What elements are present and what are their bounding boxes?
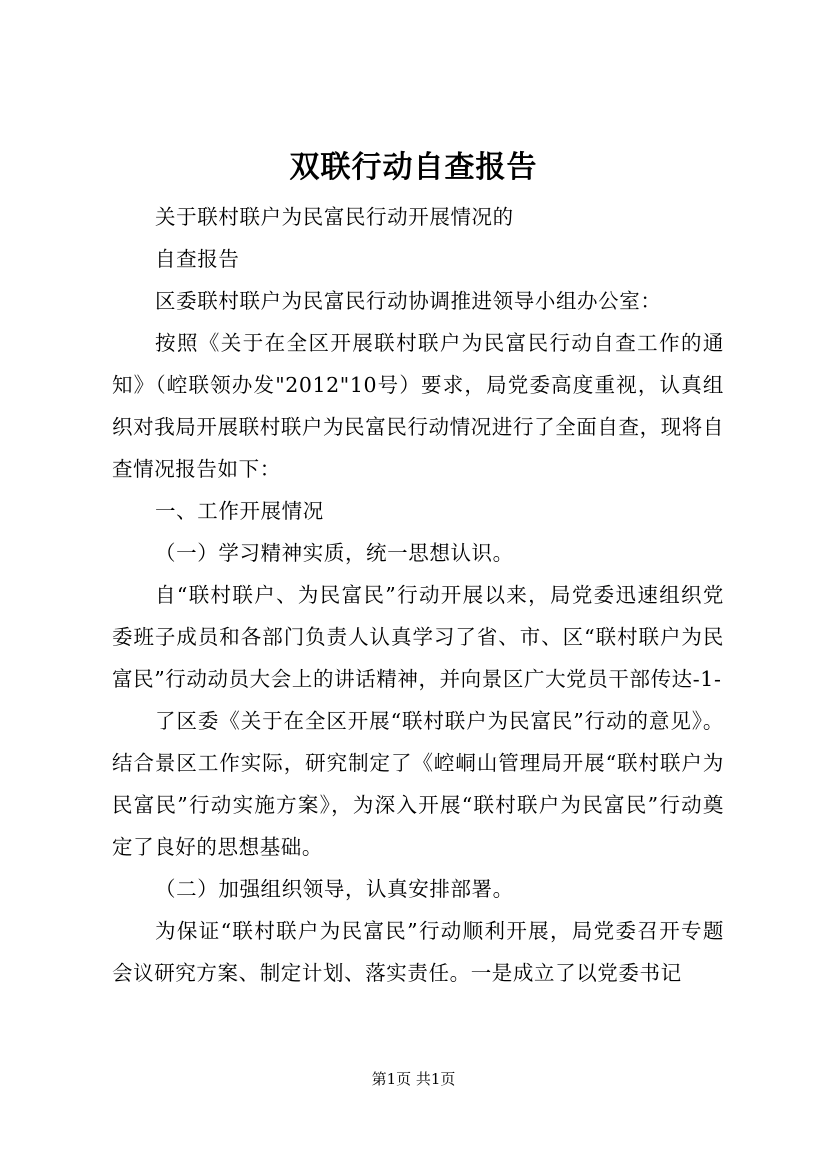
salutation: 区委联村联户为民富民行动协调推进领导小组办公室： [155,289,662,313]
subsection-heading-1: （一）学习精神实质，统一思想认识。 [155,541,514,565]
body-paragraph-3: 为保证“联村联户为民富民”行动顺利开展，局党委召开专题会议研究方案、制定计划、落实责任。一是成立了以党委书记 [112,919,724,985]
document-body [112,196,724,994]
section-heading-1: 一、工作开展情况 [155,499,324,523]
subtitle-line-1: 关于联村联户为民富民行动开展情况的 [155,205,514,229]
intro-paragraph: 按照《关于在全区开展联村联户为民富民行动自查工作的通知》（崆联领办发"2012"10号）要求，局党委高度重视，认真组织对我局开展联村联户为民富民行动情况进行了全面自查，现将自查情况报告如下： [112,331,724,481]
subtitle-line-2: 自查报告 [155,247,240,271]
body-paragraph-2: 了区委《关于在全区开展“联村联户为民富民”行动的意见》。结合景区工作实际，研究制定了《崆峒山管理局开展“联村联户为民富民”行动实施方案》，为深入开展“联村联户为民富民”行动奠定了良好的思想基础。 [112,709,724,859]
body-paragraph-1: 自“联村联户、为民富民”行动开展以来，局党委迅速组织党委班子成员和各部门负责人认真学习了省、市、区“联村联户为民富民”行动动员大会上的讲话精神，并向景区广大党员干部传达-1- [112,583,724,691]
page-footer: 第1页 共1页 [371,1070,456,1088]
document-title: 双联行动自查报告 [289,150,538,185]
subsection-heading-2: （二）加强组织领导，认真安排部署。 [155,877,514,901]
